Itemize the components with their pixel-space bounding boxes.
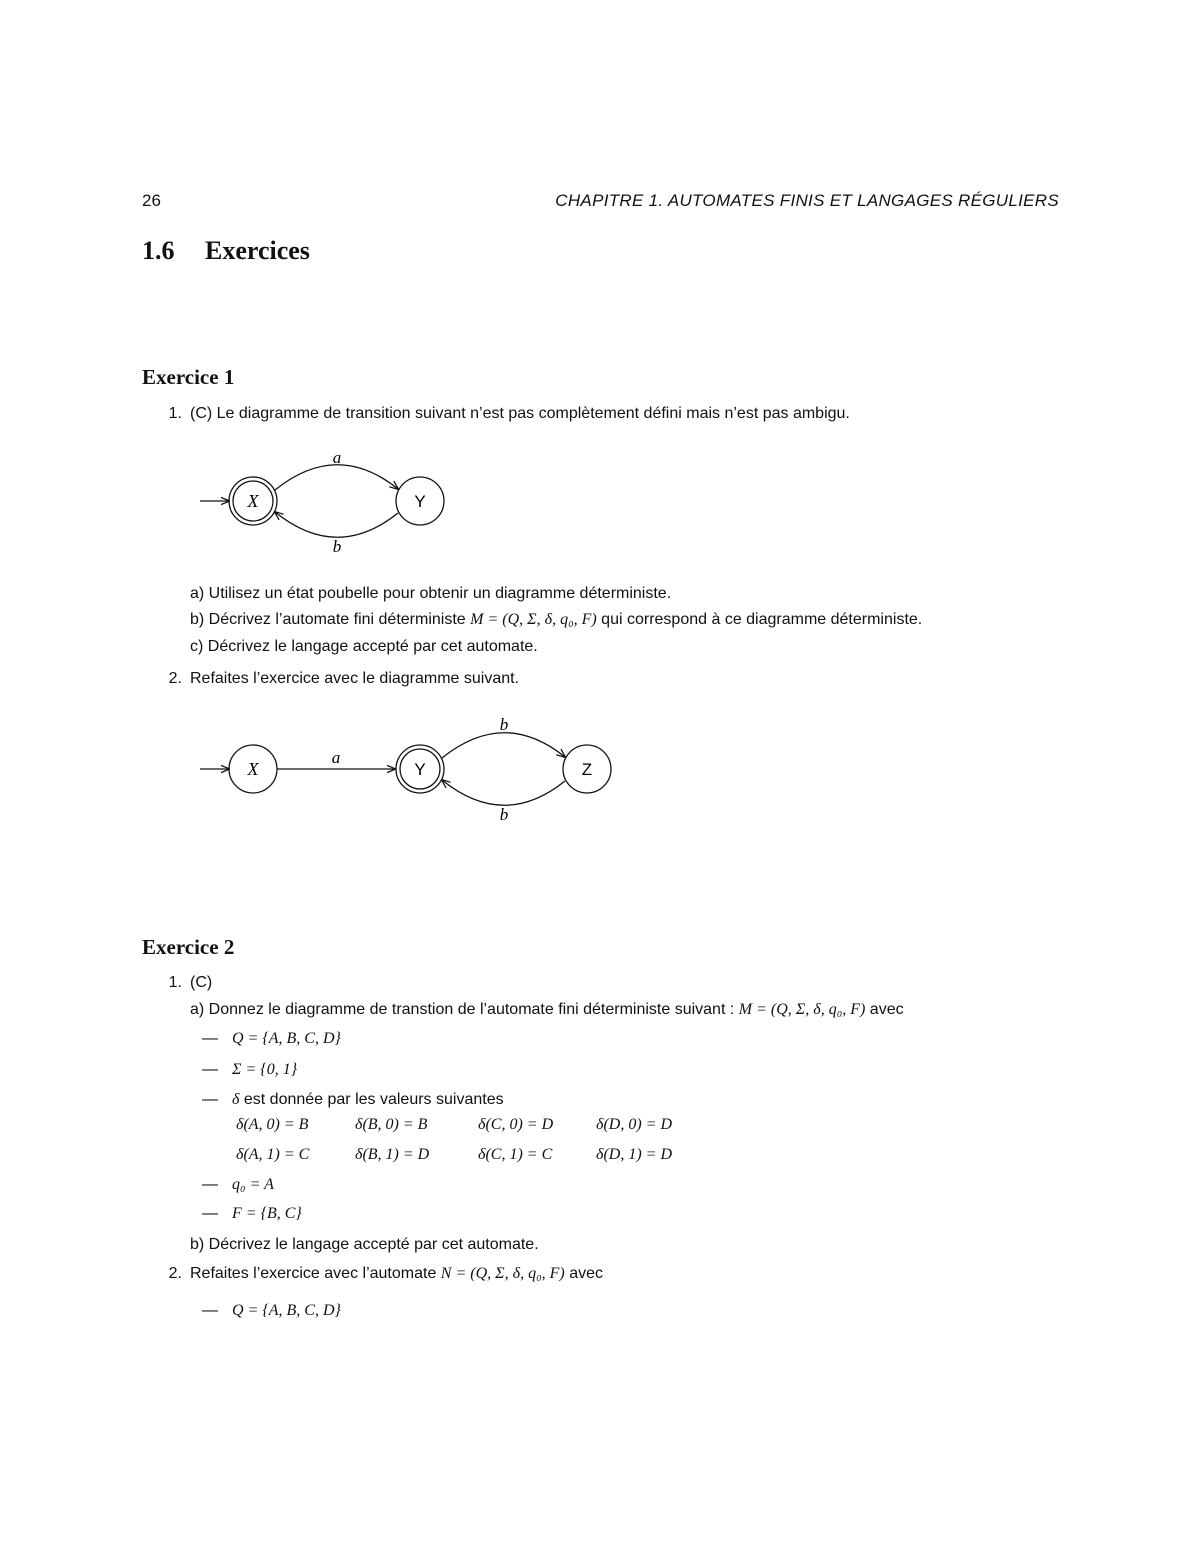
exercise-1-sub-a: a) Utilisez un état poubelle pour obtenir un diagramme déterministe.	[190, 585, 672, 602]
exercise-2-sub-a	[190, 1001, 904, 1019]
delta-value: δ(D, 1) = D	[596, 1146, 672, 1163]
chapter-title: CHAPITRE 1. AUTOMATES FINIS ET LANGAGES RÉGULIERS	[555, 191, 1059, 210]
sub-b-text: b) Décrivez l’automate fini déterministe	[190, 611, 471, 628]
bullet-q	[202, 1030, 341, 1048]
edge-label-a: a	[331, 748, 341, 767]
delta-value: δ(A, 0) = B	[236, 1116, 309, 1133]
item-number: 2.	[168, 670, 182, 687]
set-q: Q = {A, B, C, D}	[232, 1030, 341, 1047]
item-text: Refaites l’exercice avec l’automate	[190, 1265, 441, 1282]
state-x	[229, 745, 277, 793]
bullet-q0	[202, 1176, 274, 1194]
bullet-f	[202, 1205, 302, 1223]
item-number: 2.	[168, 1265, 182, 1282]
state-label: Y	[414, 492, 426, 511]
edge-z-to-y	[442, 780, 565, 805]
edge-label-b-top: b	[499, 715, 509, 734]
final-states: F = {B, C}	[232, 1205, 302, 1222]
bullet-dash: —	[202, 1091, 218, 1108]
bullet-sigma	[202, 1061, 297, 1079]
bullet-q-2	[202, 1302, 341, 1320]
delta-value: δ(C, 1) = C	[478, 1146, 553, 1163]
exercise-1-title: Exercice 1	[142, 365, 235, 389]
state-y	[396, 745, 444, 793]
automaton-tuple: M = (Q, Σ, δ, q₀, F)	[470, 611, 597, 628]
edge-label-a: a	[332, 448, 342, 467]
edge-label-b-bottom: b	[499, 805, 509, 824]
initial-state: q₀ = A	[232, 1176, 274, 1193]
section-number: 1.6	[142, 236, 175, 265]
state-label: Z	[581, 760, 593, 779]
state-z	[563, 745, 611, 793]
edge-label-b: b	[332, 537, 342, 556]
exercise-2-item-2	[158, 1265, 603, 1283]
bullet-dash: —	[202, 1205, 218, 1222]
delta-value: δ(A, 1) = C	[236, 1146, 310, 1163]
item-text-end: avec	[564, 1265, 603, 1282]
exercise-2-title: Exercice 2	[142, 935, 235, 959]
delta-text: est donnée par les valeurs suivantes	[239, 1091, 504, 1108]
state-label: Y	[414, 760, 426, 779]
exercise-2-sub-b: b) Décrivez le langage accepté par cet automate.	[190, 1236, 539, 1253]
sub-a-text: a) Donnez le diagramme de transtion de l’automate fini déterministe suivant :	[190, 1001, 739, 1018]
set-sigma: Σ = {0, 1}	[232, 1061, 298, 1078]
bullet-dash: —	[202, 1030, 218, 1047]
delta-value: δ(C, 0) = D	[478, 1116, 554, 1133]
item-text: (C) Le diagramme de transition suivant n’est pas complètement défini mais n’est pas ambigu.	[190, 405, 850, 422]
page-number: 26	[142, 191, 161, 210]
automaton-tuple: N = (Q, Σ, δ, q₀, F)	[440, 1265, 565, 1282]
sub-b-text-end: qui correspond à ce diagramme déterministe.	[596, 611, 923, 628]
bullet-delta	[202, 1091, 504, 1109]
item-number: 1.	[168, 974, 182, 991]
state-label: X	[247, 759, 259, 779]
delta-value: δ(B, 0) = B	[355, 1116, 428, 1133]
item-number: 1.	[168, 405, 182, 422]
delta-value: δ(D, 0) = D	[596, 1116, 672, 1133]
state-label: X	[247, 491, 259, 511]
item-text: Refaites l’exercice avec le diagramme suivant.	[190, 670, 520, 687]
set-q: Q = {A, B, C, D}	[232, 1302, 341, 1319]
section-title: Exercices	[205, 236, 310, 265]
delta-value: δ(B, 1) = D	[355, 1146, 430, 1163]
exercise-2-item-1	[158, 974, 212, 992]
delta-row-0	[236, 1116, 672, 1134]
bullet-dash: —	[202, 1061, 218, 1078]
edge-y-to-z	[442, 733, 565, 758]
bullet-dash: —	[202, 1302, 218, 1319]
item-text: (C)	[190, 974, 213, 991]
automaton-tuple: M = (Q, Σ, δ, q₀, F)	[738, 1001, 866, 1018]
exercise-1-sub-c: c) Décrivez le langage accepté par cet automate.	[190, 638, 538, 655]
delta-row-1	[236, 1146, 672, 1164]
delta-symbol: δ	[232, 1091, 240, 1108]
sub-a-text-end: avec	[865, 1001, 904, 1018]
bullet-dash: —	[202, 1176, 218, 1193]
